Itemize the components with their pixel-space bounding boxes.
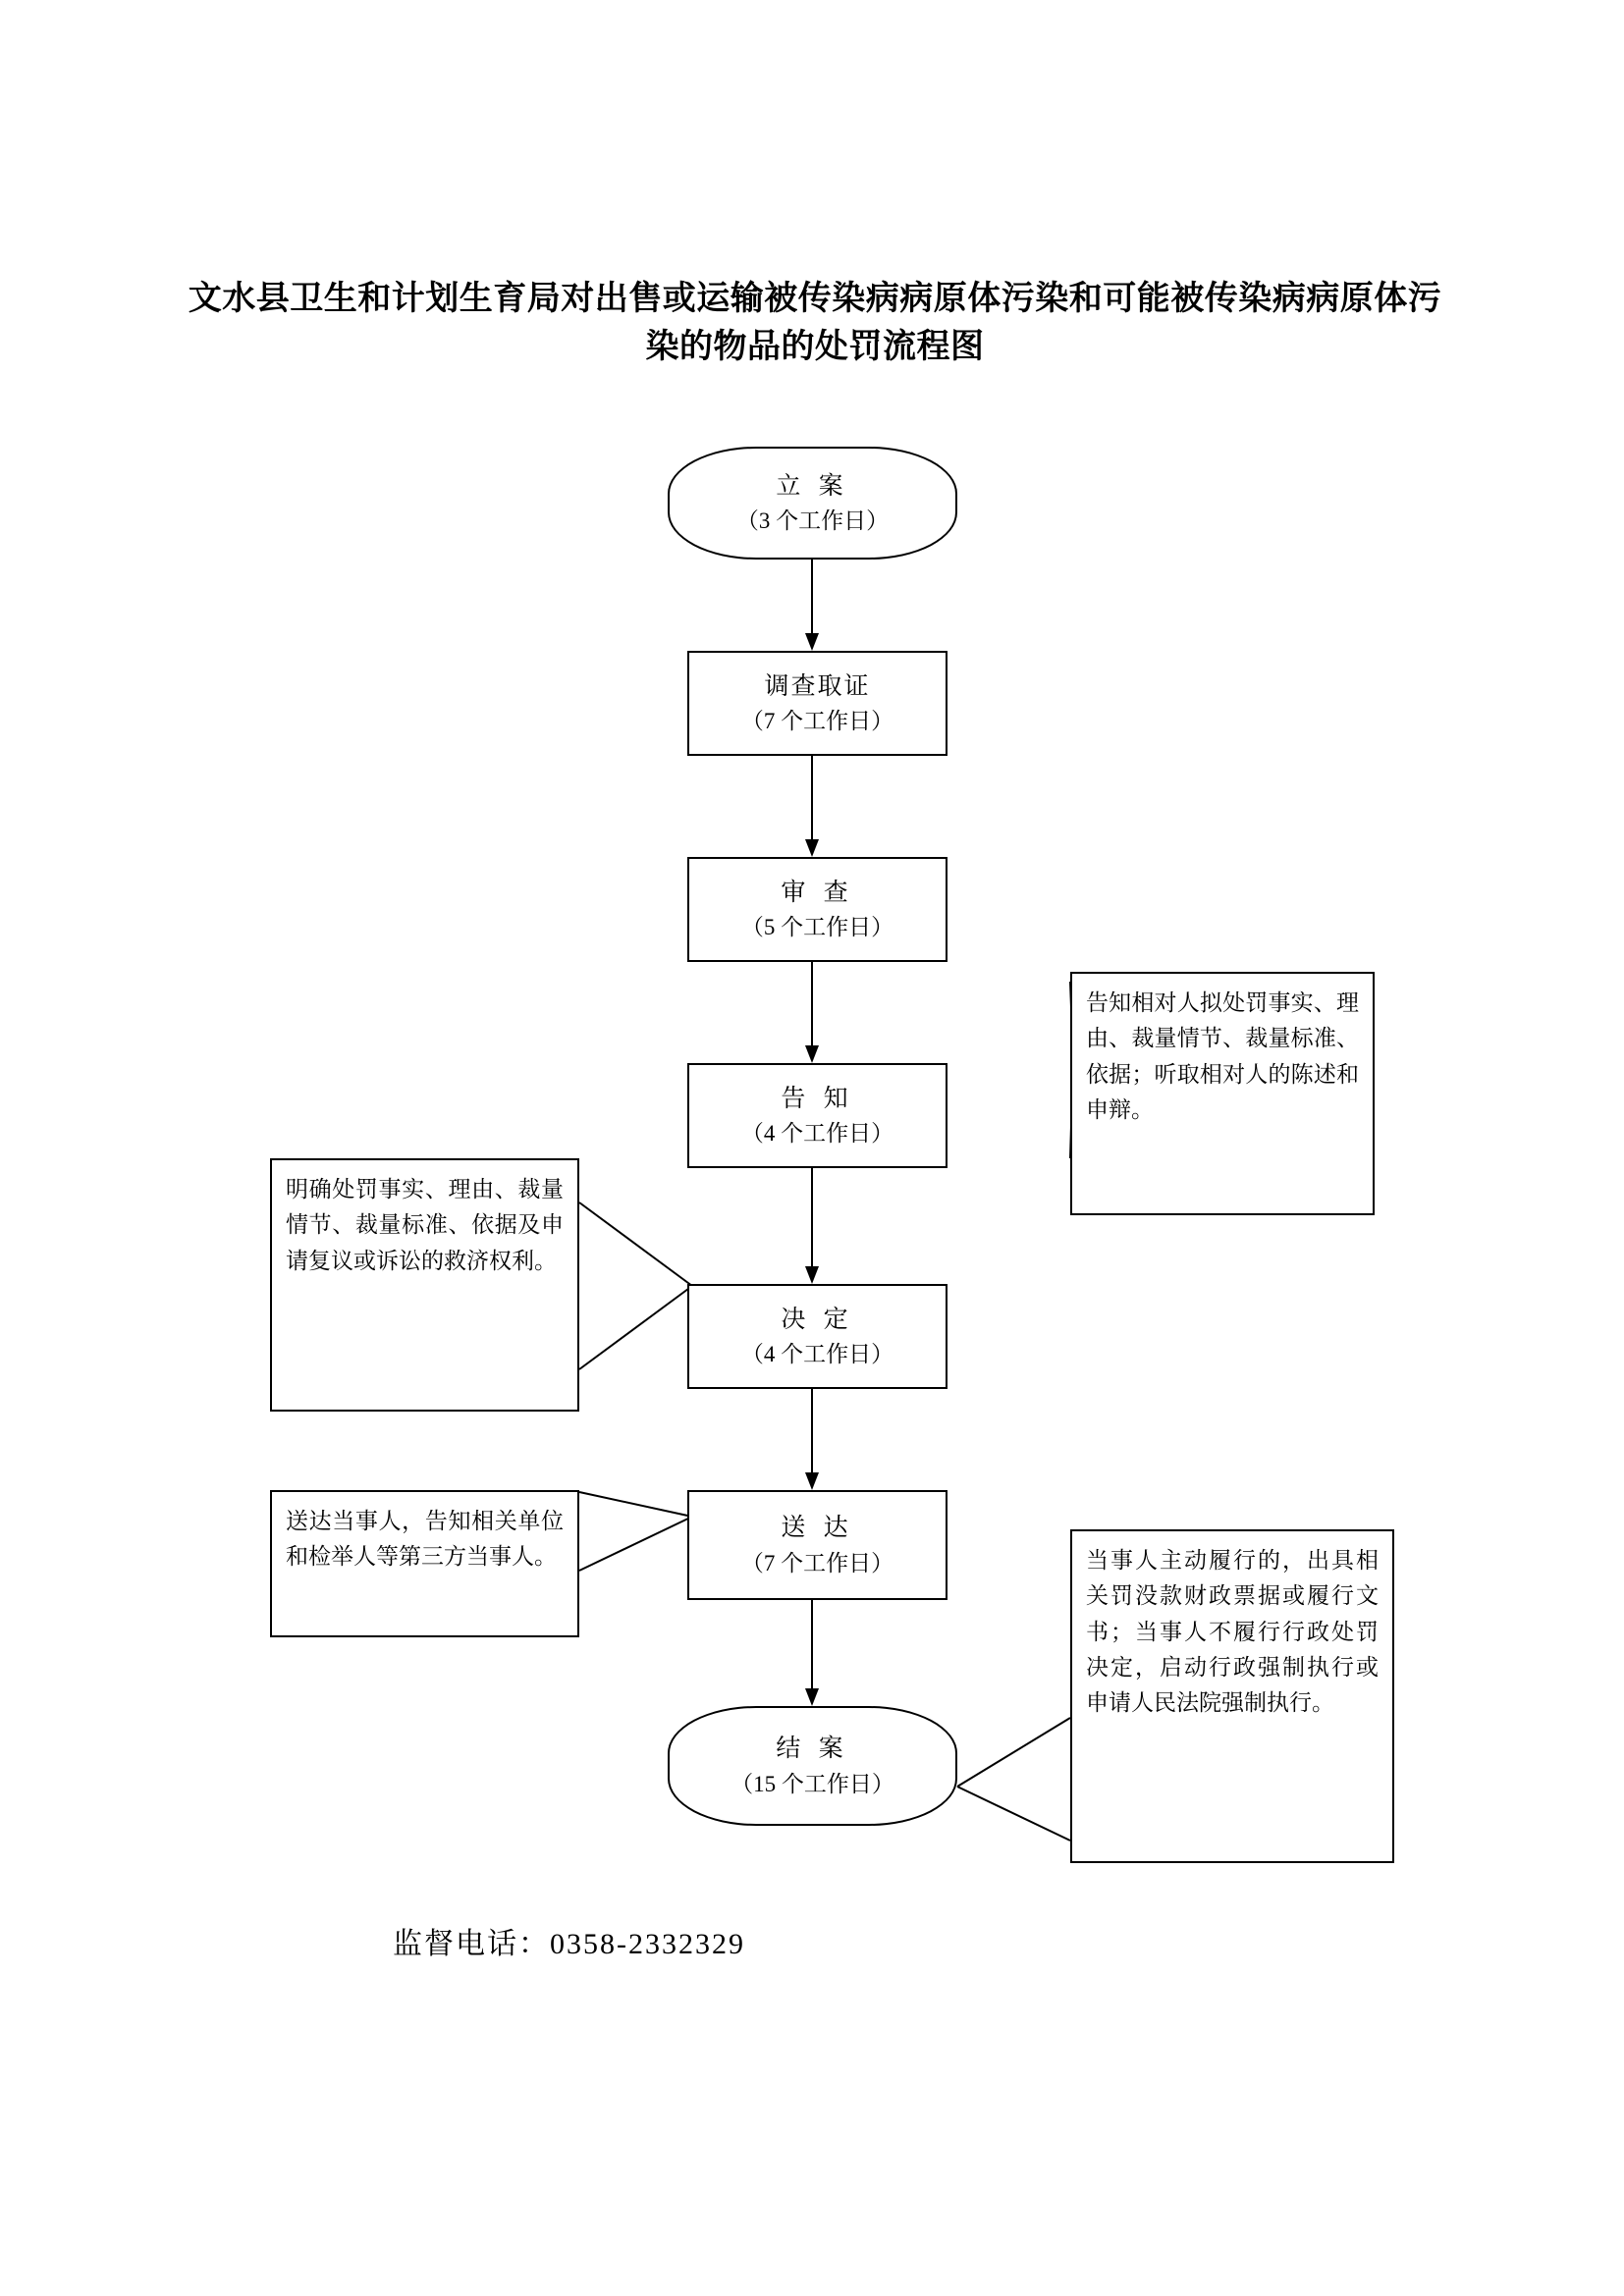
- node-delivery-label: 送 达: [781, 1515, 854, 1541]
- node-notice-label: 告 知: [781, 1085, 854, 1112]
- node-review[interactable]: [687, 857, 947, 962]
- node-decision[interactable]: [687, 1284, 947, 1389]
- node-delivery-duration: （7 个工作日）: [740, 1550, 894, 1575]
- node-review-label: 审 查: [781, 879, 854, 906]
- page-title: 文水县卫生和计划生育局对出售或运输被传染病病原体污染和可能被传染病病原体污染的物品的处罚流程图: [188, 280, 1442, 366]
- node-decision-duration: （4 个工作日）: [740, 1342, 894, 1366]
- note-delivery: 送达当事人，告知相关单位和检举人等第三方当事人。: [270, 1490, 579, 1637]
- note-decision: 明确处罚事实、理由、裁量情节、裁量标准、依据及申请复议或诉讼的救济权利。: [270, 1158, 579, 1412]
- node-notice-duration: （4 个工作日）: [740, 1121, 894, 1146]
- node-closing-label: 结 案: [776, 1735, 849, 1762]
- node-closing-duration: （15 个工作日）: [731, 1771, 894, 1796]
- node-investigation-label: 调查取证: [764, 672, 871, 700]
- node-investigation-duration: （7 个工作日）: [740, 709, 894, 733]
- supervision-phone: 监督电话：0358-2332329: [393, 1928, 745, 1960]
- node-notice[interactable]: [687, 1063, 947, 1168]
- node-filing-label: 立 案: [776, 472, 849, 500]
- node-closing[interactable]: [668, 1706, 957, 1826]
- note-closing: 当事人主动履行的，出具相关罚没款财政票据或履行文书；当事人不履行行政处罚决定，启动行政强制执行或申请人民法院强制执行。: [1070, 1529, 1394, 1863]
- node-filing-duration: （3 个工作日）: [735, 508, 890, 533]
- node-filing[interactable]: [668, 447, 957, 560]
- node-review-duration: （5 个工作日）: [740, 915, 894, 939]
- note-notice: 告知相对人拟处罚事实、理由、裁量情节、裁量标准、依据；听取相对人的陈述和申辩。: [1070, 972, 1375, 1215]
- node-delivery[interactable]: [687, 1490, 947, 1600]
- node-investigation[interactable]: [687, 651, 947, 756]
- node-decision-label: 决 定: [781, 1306, 854, 1333]
